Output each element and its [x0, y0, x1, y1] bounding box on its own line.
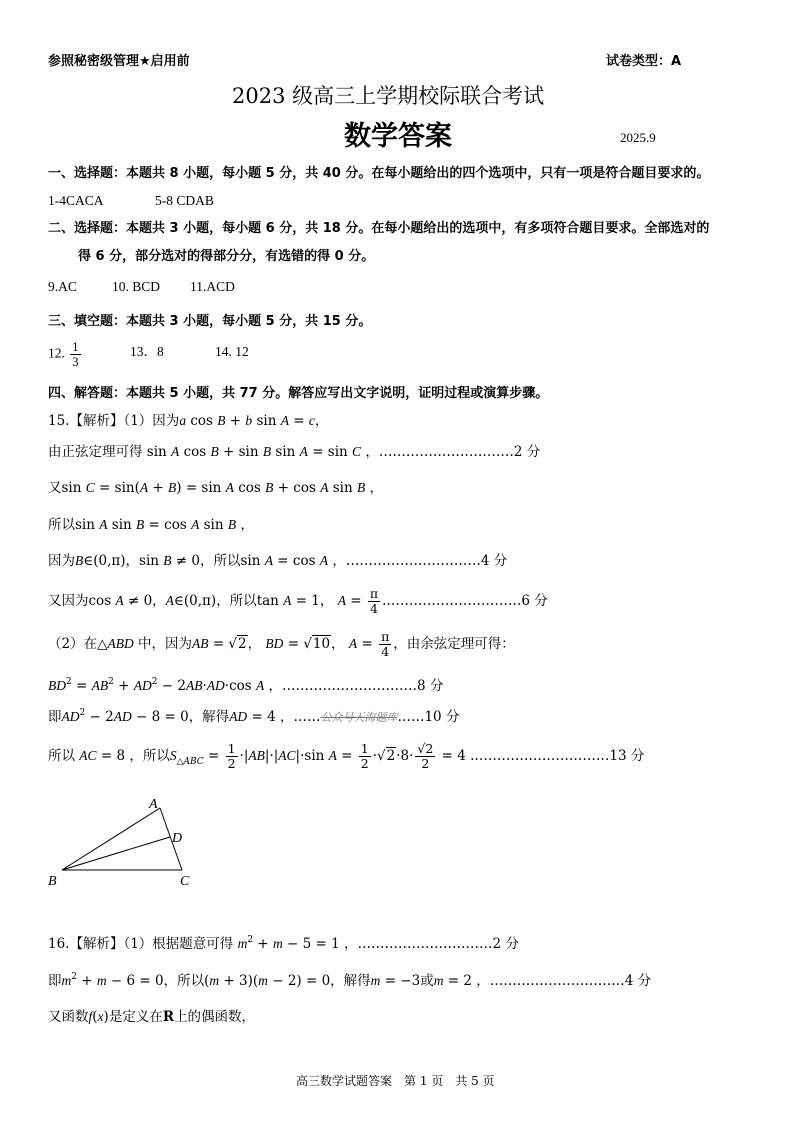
side-ba	[62, 808, 160, 870]
answer-11: 11.ACD	[190, 279, 235, 294]
answer-10: 10. BCD	[112, 279, 161, 294]
point-d-label: D	[172, 831, 183, 846]
vertex-b-label: B	[48, 874, 57, 889]
section-4-heading: 四、解答题：本题共 5 小题，共 77 分。解答应写出文字说明，证明过程或演算步骤。	[48, 386, 549, 401]
section-2-heading-cont: 得 6 分，部分选对的得部分分，有选错的得 0 分。	[78, 249, 375, 264]
page-title: 数学答案	[344, 121, 452, 152]
q16-line-1: 16.【解析】（1）根据题意可得 $m^2 + m - 5 = 1$ ，…………………………2 分	[48, 935, 519, 952]
answer-14: 14. 12	[215, 344, 249, 359]
vertex-a-label: A	[149, 797, 158, 812]
answers-1-4: 1-4CACA	[48, 193, 104, 208]
exam-date: 2025.9	[620, 130, 656, 145]
watermark: 公众号天海题库	[320, 711, 398, 724]
q15-line-8: $BD^2 = AB^2 + AD^2 - 2AB\cdot AD\cdot\cos$ A ，…………………………8 分	[48, 677, 444, 694]
confidential-label: 参照秘密级管理★启用前	[48, 54, 190, 69]
q15-line-6: 又因为cos A ≠ 0，A∈(0,π)，所以tan A = 1， A = $\frac{\pi}{4}$ .…………………………6 分	[48, 586, 548, 616]
q16-line-2: 即$m^2 + m - 6 = 0$，所以(m + 3)(m − 2) = 0，解得m = −3或m = 2 ，…………………………4 分	[48, 972, 652, 989]
exam-title: 2023 级高三上学期校际联合考试	[232, 84, 545, 108]
q16-line-3: 又函数f(x)是定义在R上的偶函数，	[48, 1009, 256, 1025]
section-2-heading: 二、选择题：本题共 3 小题，每小题 6 分，共 18 分。在每小题给出的选项中，有多项符合题目要求。全部选对的	[48, 221, 710, 236]
paper-type-label: 试卷类型：A	[606, 54, 682, 69]
answer-9: 9.AC	[48, 279, 77, 294]
segment-bd	[62, 837, 170, 870]
answer-13: 13．8	[130, 344, 164, 359]
q15-line-10: 所以 AC = 8 ，所以$S_{\triangle ABC}$ = $\frac{1}{2}$ ·|AB|·|AC|·sin A = $\frac{1}{2}$ ·√2·8· $\frac{√2}{2}$ = 4 .…………………………13 分	[48, 741, 645, 771]
q15-line-4: 所以sin A sin B = cos A sin B ，	[48, 517, 254, 533]
page-footer: 高三数学试题答案 第 1 页 共 5 页	[296, 1074, 495, 1088]
q15-line-2: 由正弦定理可得 sin A cos B + sin B sin A = sin C ，…………………………2 分	[48, 444, 541, 460]
section-1-heading: 一、选择题：本题共 8 小题，每小题 5 分，共 40 分。在每小题给出的四个选项中，只有一项是符合题目要求的。	[48, 166, 710, 181]
q15-line-5: 因为B∈(0,π)，sin B ≠ 0，所以sin A = cos A ，…………………………4 分	[48, 553, 508, 569]
answer-12: 12. $\frac{1}{3}$	[48, 340, 79, 369]
triangle-figure	[40, 790, 210, 890]
answer-12-fraction: $\frac{1}{3}$	[72, 340, 79, 369]
q15-line-3: 又sin C = sin(A + B) = sin A cos B + cos A sin B ，	[48, 480, 384, 496]
vertex-c-label: C	[180, 874, 190, 889]
q15-line-1: 15.【解析】（1）因为a cos B + b sin A = c，	[48, 413, 329, 429]
answers-5-8: 5-8 CDAB	[155, 193, 214, 208]
section-3-heading: 三、填空题：本题共 3 小题，每小题 5 分，共 15 分。	[48, 314, 372, 329]
q15-line-7: （2）在△ABD 中，因为AB = √2， BD = √10， A = $\frac{\pi}{4}$ ，由余弦定理可得：	[48, 629, 515, 659]
q15-line-9: 即$AD^2 - 2AD - 8 = 0$，解得AD = 4 ，……公众号天海题库……10 分	[48, 708, 460, 725]
